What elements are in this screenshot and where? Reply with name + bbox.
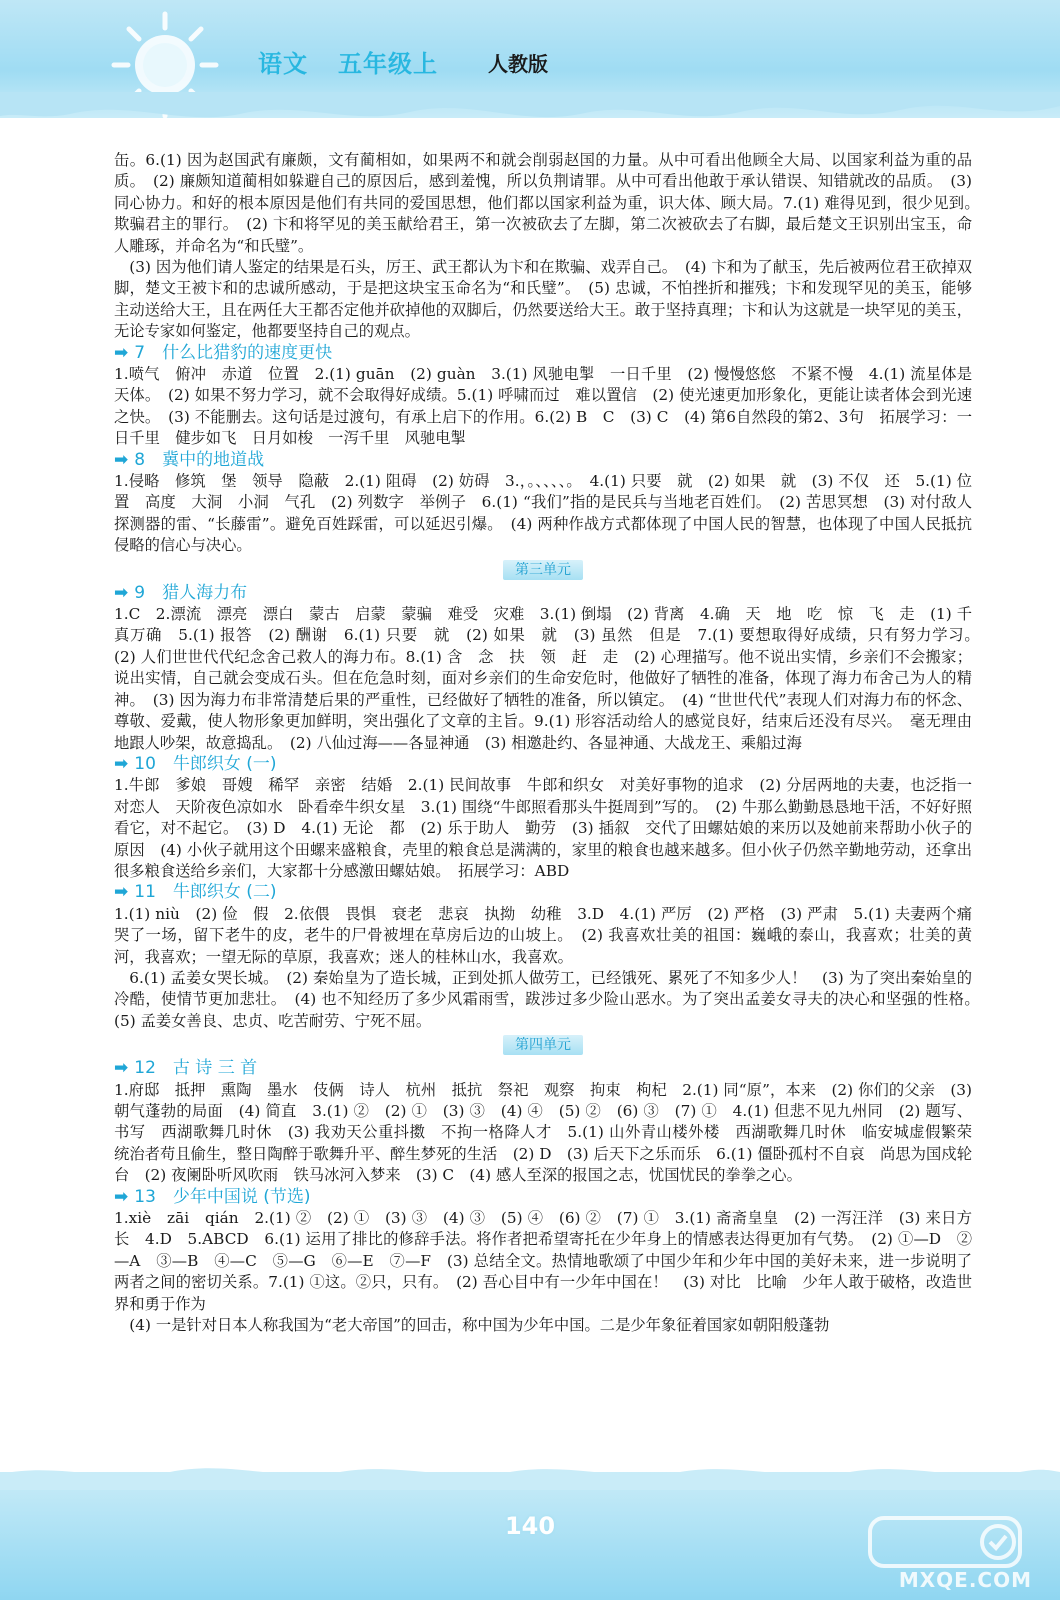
unit-heading: [114, 1034, 972, 1054]
header-wave-divider: [0, 92, 1060, 132]
arrow-icon: ➡: [114, 449, 129, 470]
section-title: 13 少年中国说 (节选): [134, 1186, 311, 1207]
arrow-icon: ➡: [114, 342, 129, 363]
section-answers: 1.侵略 修筑 堡 领导 隐蔽 2.(1) 阻碍 (2) 妨碍 3.，。、、、、。 4.(1) 只要 就 (2) 如果 就 (3) 不仅 还 5.(1) 位置 高度 大洞 小洞 气孔 (2) 列数字 举例子 6.(1) “我们”指的是民兵与当地老百姓们。 (2) 苦思冥想 (3) 对付敌人探测器的雷、“长藤雷”。避免百姓踩雷，可以延迟引爆。 (4) 两种作战方式都体现了中国人民的智慧，也体现了中国人民抵抗侵略的信心与决心。: [114, 472, 972, 555]
footer-wave-divider: [0, 1460, 1060, 1490]
paragraph: (4) 一是针对日本人称我国为“老大帝国”的回击，称中国为少年中国。二是少年象征着国家如朝阳般蓬勃: [129, 1316, 830, 1335]
section-answers: 1.牛郎 爹娘 哥嫂 稀罕 亲密 结婚 2.(1) 民间故事 牛郎和织女 对美好事物的追求 (2) 分居两地的夫妻，也泛指一对恋人 天阶夜色凉如水 卧看牵牛织女星 3.(1) 围绕“牛郎照看那头牛挺周到”写的。 (2) 牛那么勤勤恳恳地干活，不好好照看它，对不起它。 (3) D 4.(1) 无论 都 (2) 乐于助人 勤劳 (3) 插叙 交代了田螺姑娘的来历以及她前来帮助小伙子的原因 (4) 小伙子就用这个田螺来盛粮食，壳里的粮食总是满满的，家里的粮食也越来越多。但小伙子仍然辛勤地劳动，还拿出很多粮食送给乡亲们，大家都十分感激田螺姑娘。 拓展学习：ABD: [114, 776, 972, 880]
header-title: [258, 44, 468, 79]
section-answers: 1.C 2.漂流 漂亮 漂白 蒙古 启蒙 蒙骗 难受 灾难 3.(1) 倒塌 (2) 背离 4.确 天 地 吃 惊 飞 走 (1) 千真万确 5.(1) 报答 (2) 酬谢 6.(1) 只要 就 (2) 如果 就 (3) 虽然 但是 7.(1) 要想取得好成绩，只有努力学习。 (2) 人们世世代代纪念舍己救人的海力布。8.(1) 含 念 扶 领 赶 走 (2) 心理描写。他不说出实情，乡亲们不会搬家；说出实情，自己就会变成石头。但在危急时刻，面对乡亲们的生命安危时，他做好了牺牲的准备，体现了海力布舍己为人的精神。 (3) 因为海力布非常清楚后果的严重性，已经做好了牺牲的准备，所以镇定。 (4) “世世代代”表现人们对海力布的怀念、尊敬、爱戴，使人物形象更加鲜明，突出强化了文章的主旨。9.(1) 形容活动给人的感觉良好，结束后还没有尽兴。 毫无理由地跟人吵架，故意捣乱。 (2) 八仙过海——各显神通 (3) 相邀赴约、各显神通、大战龙王、乘船过海: [114, 605, 988, 752]
section-heading: [114, 1187, 972, 1208]
section-title: 11 牛郎织女 (二): [134, 882, 277, 903]
paragraph: (3) 因为他们请人鉴定的结果是石头，厉王、武王都认为卞和在欺骗、戏弄自己。 (4) 卞和为了献玉，先后被两位君王砍掉双脚，楚文王被卞和的忠诚所感动，于是把这块宝玉命名为“和氏璧”。 (5) 忠诚，不怕挫折和摧残；卞和发现罕见的美玉，能够主动送给大王，且在两任大王都否定他并砍掉他的双脚后，仍然要送给大王。敢于坚持真理；卞和认为这就是一块罕见的美玉，无论专家如何鉴定，他都要坚持自己的观点。: [114, 258, 972, 341]
arrow-icon: ➡: [114, 1186, 129, 1207]
section-answers: 1.(1) niù (2) 俭 假 2.依偎 畏惧 衰老 悲哀 执拗 幼稚 3.D 4.(1) 严厉 (2) 严格 (3) 严肃 5.(1) 夫妻两个痛哭了一场，留下老牛的皮，老牛的尸骨被埋在草房后边的山坡上。 (2) 我喜欢壮美的祖国：巍峨的泰山，我喜欢；壮美的黄河，我喜欢；一望无际的草原，我喜欢；迷人的桂林山水，我喜欢。: [114, 904, 972, 966]
unit-label: 第三单元: [503, 560, 583, 580]
section-title: 10 牛郎织女 (一): [134, 753, 277, 774]
arrow-icon: ➡: [114, 1058, 129, 1079]
section-title: 7 什么比猎豹的速度更快: [134, 342, 333, 363]
page-number: 140: [504, 1512, 556, 1540]
section-title: 12 古 诗 三 首: [134, 1058, 258, 1079]
watermark-text: MXQE.COM: [898, 1568, 1032, 1592]
section-title: 9 猎人海力布: [134, 582, 248, 603]
section-heading: [114, 583, 972, 604]
answer-content: [114, 150, 988, 1336]
edition-label: 人教版: [488, 52, 548, 76]
section-answers: 1.府邸 抵押 熏陶 墨水 伎俩 诗人 杭州 抵抗 祭祀 观察 拘束 枸杞 2.(1) 同“原”，本来 (2) 你们的父亲 (3) 朝气蓬勃的局面 (4) 简直 3.(1) ② (2) ① (3) ③ (4) ④ (5) ② (6) ③ (7) ① 4.(1) 但悲不见九州同 (2) 题写、书写 西湖歌舞几时休 (3) 我劝天公重抖擞 不拘一格降人才 5.(1) 山外青山楼外楼 西湖歌舞几时休 临安城虚假繁荣 统治者苟且偷生，整日陶醉于歌舞升平、醉生梦死的生活 (2) D (3) 后天下之乐而乐 6.(1) 僵卧孤村不自哀 尚思为国戍轮台 (2) 夜阑卧听风吹雨 铁马冰河入梦来 (3) C (4) 感人至深的报国之志，忧国忧民的拳拳之心。: [114, 1080, 988, 1185]
arrow-icon: ➡: [114, 582, 129, 603]
section-heading: [114, 1058, 972, 1079]
paragraph: 缶。6.(1) 因为赵国武有廉颇，文有蔺相如，如果两不和就会削弱赵国的力量。从中可看出他顾全大局、以国家利益为重的品质。 (2) 廉颇知道蔺相如躲避自己的原因后，感到羞愧，所以负荆请罪。从中可看出他敢于承认错误、知错就改的品质。 (3) 同心协力。和好的根本原因是他们有共同的爱国思想，他们都以国家利益为重，识大体、顾大局。7.(1) 难得见到，很少见到。 欺骗君主的罪行。 (2) 卞和将罕见的美玉献给君王，第一次被砍去了左脚，第二次被砍去了右脚，最后楚文王识别出宝玉，命人雕琢，并命名为“和氏璧”。: [114, 151, 988, 255]
arrow-icon: ➡: [114, 882, 129, 903]
section-heading: [114, 882, 972, 903]
section-answers: 1.xiè zāi qián 2.(1) ② (2) ① (3) ③ (4) ③ (5) ④ (6) ② (7) ① 3.(1) 斋斋皇皇 (2) 一泻汪洋 (3) 来日方长 4.D 5.ABCD 6.(1) 运用了排比的修辞手法。将作者把希望寄托在少年身上的情感表达得更加有气势。 (2) ①—D ②—A ③—B ④—C ⑤—G ⑥—E ⑦—F (3) 总结全文。热情地歌颂了中国少年和少年中国的美好未来，进一步说明了两者之间的密切关系。7.(1) ①这。②只，只有。 (2) 吾心目中有一少年中国在！ (3) 对比 比喻 少年人敢于破格，改造世界和勇于作为: [114, 1208, 972, 1313]
unit-heading: [114, 559, 972, 579]
section-heading: [114, 450, 972, 471]
section-heading: [114, 343, 972, 364]
grade-label: 五年级上: [338, 50, 438, 78]
subject-label: 语文: [258, 50, 308, 78]
section-title: 8 冀中的地道战: [134, 449, 265, 470]
section-heading: [114, 754, 972, 775]
unit-label: 第四单元: [503, 1035, 583, 1055]
section-answers: 6.(1) 孟姜女哭长城。 (2) 秦始皇为了造长城，正到处抓人做劳工，已经饿死、累死了不知多少人！ (3) 为了突出秦始皇的冷酷，使情节更加悲壮。 (4) 也不知经历了多少风霜雨雪，跋涉过多少险山恶水。为了突出孟姜女寻夫的决心和坚强的性格。 (5) 孟姜女善良、忠贞、吃苦耐劳、宁死不屈。: [114, 968, 988, 1030]
arrow-icon: ➡: [114, 753, 129, 774]
section-answers: 1.喷气 俯冲 赤道 位置 2.(1) guān (2) guàn 3.(1) 风驰电掣 一日千里 (2) 慢慢悠悠 不紧不慢 4.(1) 流星体是天体。 (2) 如果不努力学习，就不会取得好成绩。5.(1) 呼啸而过 难以置信 (2) 使光速更加形象化，更能让读者体会到光速之快。 (3) 不能删去。这句话是过渡句，有承上启下的作用。6.(2) B C (3) C (4) 第6自然段的第2、3句 拓展学习：一日千里 健步如飞 日月如梭 一泻千里 风驰电掣: [114, 365, 972, 448]
